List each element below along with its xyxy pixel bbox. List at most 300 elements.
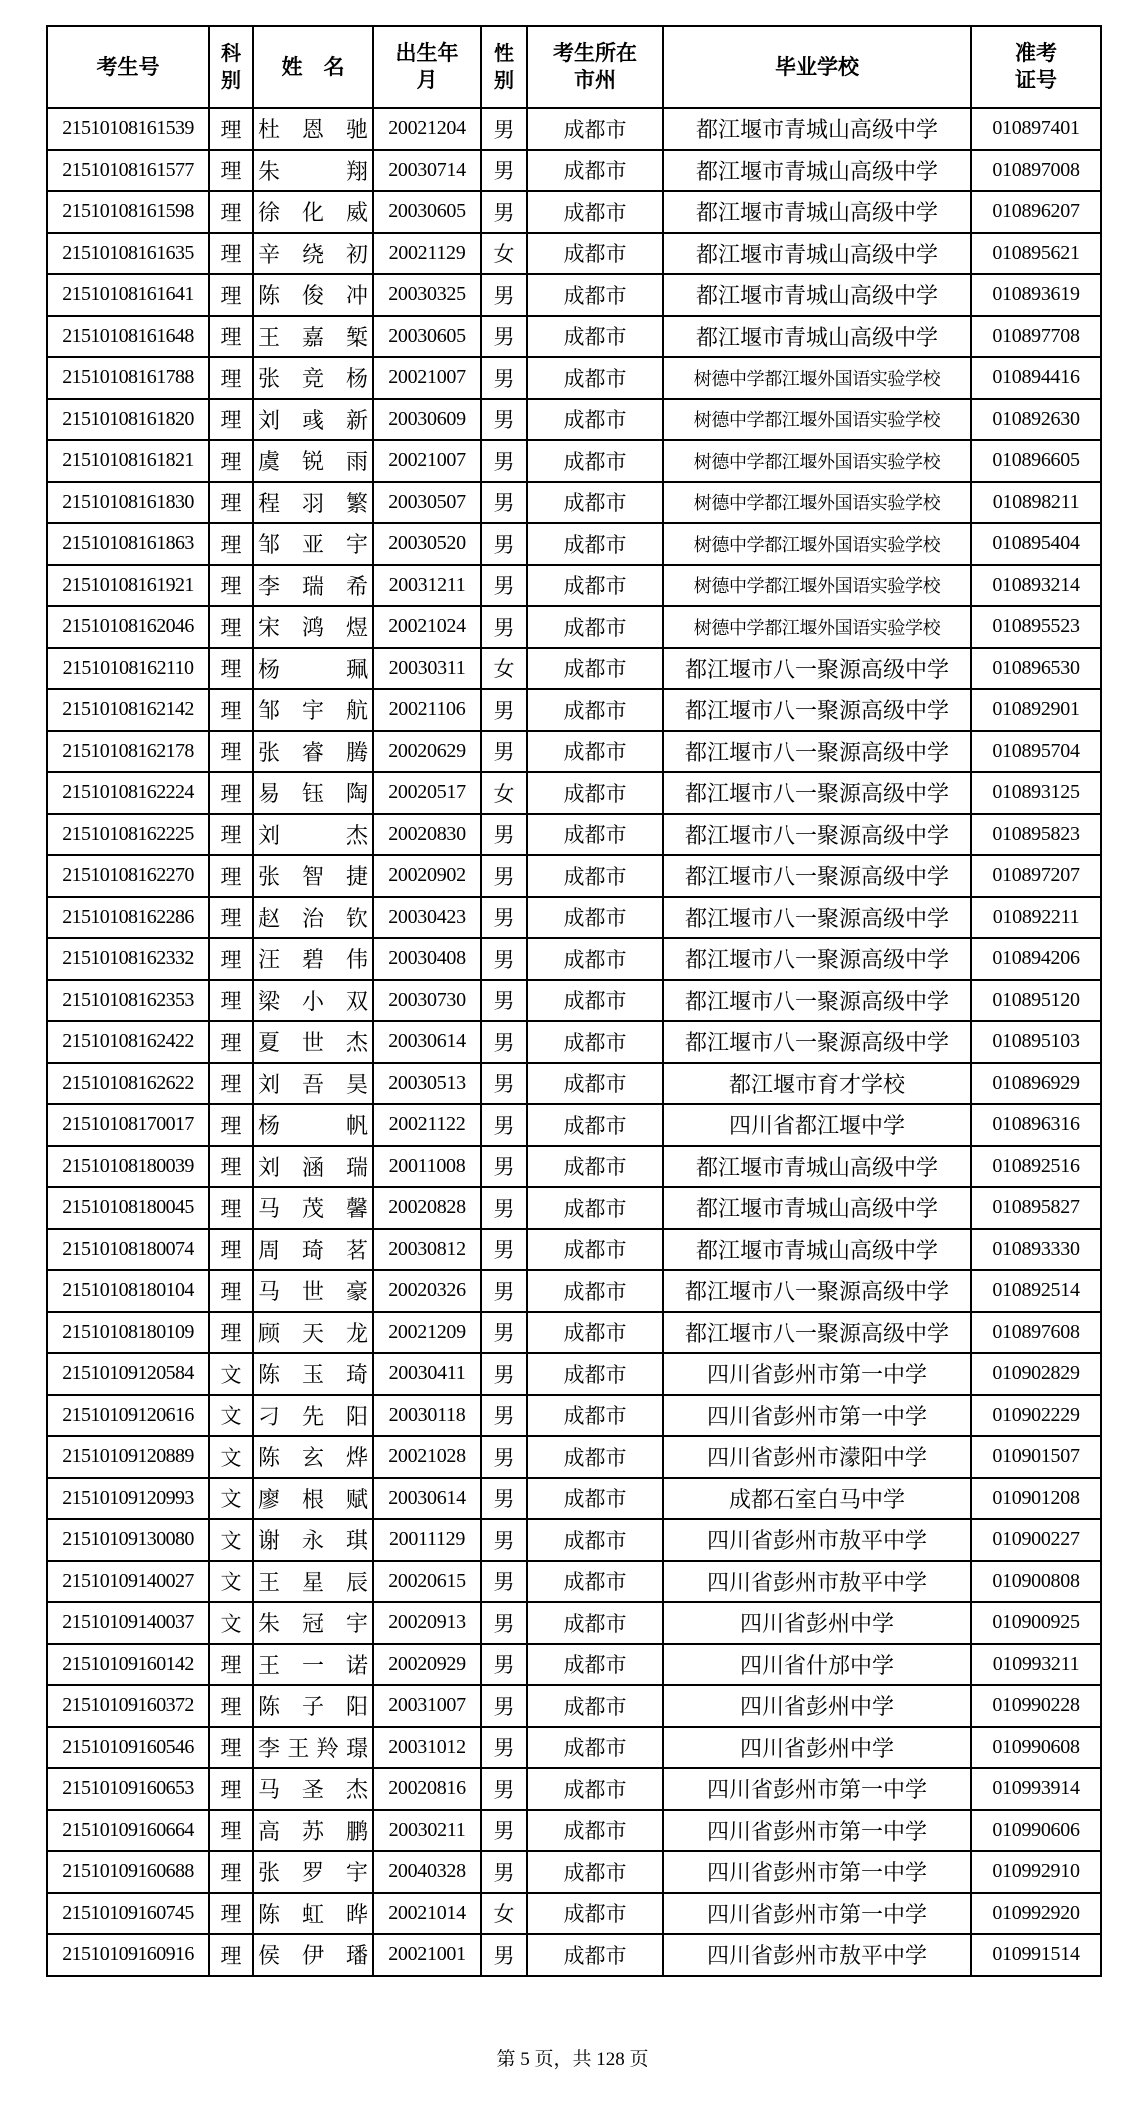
cell-ticket-number: 010895827 — [971, 1187, 1101, 1229]
cell-exam-id: 21510108161821 — [47, 440, 209, 482]
cell-subject: 理 — [209, 1312, 253, 1354]
header-school: 毕业学校 — [663, 26, 971, 108]
table-row — [47, 1229, 1101, 1271]
cell-name: 朱冠宇 — [253, 1602, 373, 1644]
cell-subject: 理 — [209, 1021, 253, 1063]
cell-name: 周琦茗 — [253, 1229, 373, 1271]
cell-ticket-number: 010895404 — [971, 523, 1101, 565]
cell-name: 杜恩驰 — [253, 108, 373, 150]
cell-subject: 文 — [209, 1395, 253, 1437]
cell-school: 都江堰市青城山高级中学 — [663, 150, 971, 192]
cell-subject: 理 — [209, 1685, 253, 1727]
cell-gender: 男 — [481, 1187, 527, 1229]
cell-exam-id: 21510108180104 — [47, 1270, 209, 1312]
cell-name: 张竞杨 — [253, 357, 373, 399]
cell-birth-date: 20030614 — [373, 1021, 481, 1063]
cell-gender: 男 — [481, 980, 527, 1022]
cell-subject: 理 — [209, 482, 253, 524]
cell-city: 成都市 — [527, 1519, 663, 1561]
cell-city: 成都市 — [527, 1602, 663, 1644]
cell-name: 陈俊冲 — [253, 274, 373, 316]
cell-exam-id: 21510108161598 — [47, 191, 209, 233]
cell-gender: 女 — [481, 233, 527, 275]
cell-city: 成都市 — [527, 150, 663, 192]
cell-ticket-number: 010895103 — [971, 1021, 1101, 1063]
cell-subject: 理 — [209, 316, 253, 358]
cell-ticket-number: 010895120 — [971, 980, 1101, 1022]
cell-name: 顾天龙 — [253, 1312, 373, 1354]
cell-gender: 男 — [481, 357, 527, 399]
cell-birth-date: 20020816 — [373, 1768, 481, 1810]
cell-exam-id: 21510109120584 — [47, 1353, 209, 1395]
cell-city: 成都市 — [527, 772, 663, 814]
cell-ticket-number: 010896929 — [971, 1063, 1101, 1105]
cell-school: 都江堰市八一聚源高级中学 — [663, 980, 971, 1022]
table-row — [47, 1021, 1101, 1063]
cell-school: 都江堰市八一聚源高级中学 — [663, 731, 971, 773]
header-ticket: 准考证号 — [971, 26, 1101, 108]
cell-exam-id: 21510109120889 — [47, 1436, 209, 1478]
cell-subject: 理 — [209, 523, 253, 565]
cell-school: 都江堰市八一聚源高级中学 — [663, 1021, 971, 1063]
cell-ticket-number: 010895704 — [971, 731, 1101, 773]
cell-school: 树德中学都江堰外国语实验学校 — [663, 565, 971, 607]
cell-ticket-number: 010902829 — [971, 1353, 1101, 1395]
cell-city: 成都市 — [527, 399, 663, 441]
cell-ticket-number: 010897207 — [971, 855, 1101, 897]
cell-ticket-number: 010896530 — [971, 648, 1101, 690]
cell-name: 王星辰 — [253, 1561, 373, 1603]
cell-gender: 男 — [481, 440, 527, 482]
cell-gender: 男 — [481, 565, 527, 607]
cell-name: 邹亚宇 — [253, 523, 373, 565]
cell-name: 刘彧新 — [253, 399, 373, 441]
cell-city: 成都市 — [527, 1353, 663, 1395]
cell-gender: 男 — [481, 1644, 527, 1686]
cell-birth-date: 20020326 — [373, 1270, 481, 1312]
cell-name: 陈子阳 — [253, 1685, 373, 1727]
cell-subject: 文 — [209, 1353, 253, 1395]
header-birth: 出生年月 — [373, 26, 481, 108]
cell-city: 成都市 — [527, 1810, 663, 1852]
cell-birth-date: 20031012 — [373, 1727, 481, 1769]
cell-exam-id: 21510109130080 — [47, 1519, 209, 1561]
cell-subject: 理 — [209, 731, 253, 773]
cell-city: 成都市 — [527, 274, 663, 316]
table-row — [47, 1685, 1101, 1727]
cell-birth-date: 20021122 — [373, 1104, 481, 1146]
cell-gender: 男 — [481, 938, 527, 980]
table-row — [47, 1519, 1101, 1561]
cell-name: 刘吾昊 — [253, 1063, 373, 1105]
cell-gender: 男 — [481, 606, 527, 648]
cell-subject: 理 — [209, 274, 253, 316]
cell-city: 成都市 — [527, 1229, 663, 1271]
cell-gender: 男 — [481, 1063, 527, 1105]
cell-birth-date: 20021129 — [373, 233, 481, 275]
table-row — [47, 108, 1101, 150]
cell-city: 成都市 — [527, 1395, 663, 1437]
cell-birth-date: 20011008 — [373, 1146, 481, 1188]
cell-birth-date: 20021007 — [373, 357, 481, 399]
cell-name: 马世豪 — [253, 1270, 373, 1312]
cell-city: 成都市 — [527, 565, 663, 607]
cell-gender: 男 — [481, 1727, 527, 1769]
cell-school: 都江堰市八一聚源高级中学 — [663, 855, 971, 897]
cell-gender: 男 — [481, 731, 527, 773]
cell-exam-id: 21510108162422 — [47, 1021, 209, 1063]
cell-school: 四川省彭州市第一中学 — [663, 1353, 971, 1395]
table-row — [47, 855, 1101, 897]
cell-birth-date: 20030411 — [373, 1353, 481, 1395]
cell-subject: 理 — [209, 233, 253, 275]
cell-name: 李瑞希 — [253, 565, 373, 607]
cell-gender: 男 — [481, 1229, 527, 1271]
cell-gender: 男 — [481, 1436, 527, 1478]
cell-gender: 男 — [481, 399, 527, 441]
cell-ticket-number: 010901208 — [971, 1478, 1101, 1520]
cell-ticket-number: 010898211 — [971, 482, 1101, 524]
cell-birth-date: 20030730 — [373, 980, 481, 1022]
cell-city: 成都市 — [527, 191, 663, 233]
cell-ticket-number: 010992920 — [971, 1893, 1101, 1935]
cell-gender: 男 — [481, 1353, 527, 1395]
cell-school: 树德中学都江堰外国语实验学校 — [663, 482, 971, 524]
cell-gender: 男 — [481, 1934, 527, 1976]
cell-ticket-number: 010900925 — [971, 1602, 1101, 1644]
cell-name: 谢永琪 — [253, 1519, 373, 1561]
cell-birth-date: 20020929 — [373, 1644, 481, 1686]
cell-birth-date: 20021209 — [373, 1312, 481, 1354]
cell-exam-id: 21510108162178 — [47, 731, 209, 773]
cell-gender: 男 — [481, 191, 527, 233]
cell-name: 王一诺 — [253, 1644, 373, 1686]
cell-city: 成都市 — [527, 1104, 663, 1146]
cell-gender: 男 — [481, 1768, 527, 1810]
cell-subject: 理 — [209, 108, 253, 150]
cell-birth-date: 20030507 — [373, 482, 481, 524]
cell-city: 成都市 — [527, 855, 663, 897]
table-row — [47, 731, 1101, 773]
cell-ticket-number: 010893330 — [971, 1229, 1101, 1271]
cell-birth-date: 20020913 — [373, 1602, 481, 1644]
cell-gender: 男 — [481, 108, 527, 150]
cell-gender: 男 — [481, 1519, 527, 1561]
cell-birth-date: 20030714 — [373, 150, 481, 192]
cell-exam-id: 21510109120993 — [47, 1478, 209, 1520]
cell-ticket-number: 010897608 — [971, 1312, 1101, 1354]
cell-exam-id: 21510109160688 — [47, 1851, 209, 1893]
table-row — [47, 1934, 1101, 1976]
cell-ticket-number: 010893125 — [971, 772, 1101, 814]
cell-ticket-number: 010892901 — [971, 689, 1101, 731]
cell-ticket-number: 010900227 — [971, 1519, 1101, 1561]
cell-subject: 理 — [209, 1644, 253, 1686]
table-row — [47, 1270, 1101, 1312]
table-row — [47, 1644, 1101, 1686]
cell-school: 都江堰市育才学校 — [663, 1063, 971, 1105]
cell-subject: 理 — [209, 689, 253, 731]
cell-exam-id: 21510109160142 — [47, 1644, 209, 1686]
cell-school: 都江堰市青城山高级中学 — [663, 1229, 971, 1271]
table-row — [47, 482, 1101, 524]
cell-city: 成都市 — [527, 316, 663, 358]
admission-list-table — [46, 25, 1102, 1977]
table-row — [47, 1727, 1101, 1769]
cell-subject: 理 — [209, 897, 253, 939]
cell-school: 都江堰市八一聚源高级中学 — [663, 689, 971, 731]
cell-gender: 男 — [481, 1602, 527, 1644]
cell-gender: 男 — [481, 1104, 527, 1146]
cell-city: 成都市 — [527, 980, 663, 1022]
cell-exam-id: 21510108161921 — [47, 565, 209, 607]
cell-gender: 男 — [481, 1021, 527, 1063]
cell-subject: 理 — [209, 648, 253, 690]
cell-exam-id: 21510108162110 — [47, 648, 209, 690]
cell-subject: 文 — [209, 1436, 253, 1478]
cell-city: 成都市 — [527, 1934, 663, 1976]
cell-name: 马茂馨 — [253, 1187, 373, 1229]
cell-gender: 男 — [481, 1851, 527, 1893]
cell-subject: 理 — [209, 1270, 253, 1312]
cell-ticket-number: 010894416 — [971, 357, 1101, 399]
cell-school: 四川省彭州中学 — [663, 1602, 971, 1644]
cell-name: 夏世杰 — [253, 1021, 373, 1063]
cell-exam-id: 21510109160916 — [47, 1934, 209, 1976]
cell-ticket-number: 010893619 — [971, 274, 1101, 316]
cell-ticket-number: 010896316 — [971, 1104, 1101, 1146]
cell-city: 成都市 — [527, 1644, 663, 1686]
table-row — [47, 897, 1101, 939]
cell-subject: 文 — [209, 1519, 253, 1561]
cell-birth-date: 20021001 — [373, 1934, 481, 1976]
cell-exam-id: 21510109140037 — [47, 1602, 209, 1644]
table-row — [47, 316, 1101, 358]
table-row — [47, 191, 1101, 233]
cell-birth-date: 20021028 — [373, 1436, 481, 1478]
cell-exam-id: 21510108180045 — [47, 1187, 209, 1229]
cell-gender: 男 — [481, 150, 527, 192]
cell-city: 成都市 — [527, 938, 663, 980]
cell-exam-id: 21510108180109 — [47, 1312, 209, 1354]
cell-exam-id: 21510109140027 — [47, 1561, 209, 1603]
cell-birth-date: 20030513 — [373, 1063, 481, 1105]
table-row — [47, 689, 1101, 731]
cell-ticket-number: 010990608 — [971, 1727, 1101, 1769]
cell-birth-date: 20021014 — [373, 1893, 481, 1935]
cell-school: 都江堰市八一聚源高级中学 — [663, 772, 971, 814]
cell-exam-id: 21510108162225 — [47, 814, 209, 856]
cell-school: 四川省彭州市濛阳中学 — [663, 1436, 971, 1478]
cell-exam-id: 21510108180039 — [47, 1146, 209, 1188]
cell-ticket-number: 010993914 — [971, 1768, 1101, 1810]
table-row — [47, 814, 1101, 856]
table-row — [47, 1312, 1101, 1354]
cell-birth-date: 20030118 — [373, 1395, 481, 1437]
cell-name: 朱翔 — [253, 150, 373, 192]
cell-name: 陈虹晔 — [253, 1893, 373, 1935]
cell-gender: 男 — [481, 1146, 527, 1188]
cell-school: 都江堰市八一聚源高级中学 — [663, 897, 971, 939]
cell-gender: 男 — [481, 1561, 527, 1603]
cell-school: 都江堰市青城山高级中学 — [663, 274, 971, 316]
cell-city: 成都市 — [527, 233, 663, 275]
cell-ticket-number: 010897401 — [971, 108, 1101, 150]
table-row — [47, 399, 1101, 441]
cell-ticket-number: 010991514 — [971, 1934, 1101, 1976]
table-row — [47, 980, 1101, 1022]
cell-ticket-number: 010901507 — [971, 1436, 1101, 1478]
cell-birth-date: 20030423 — [373, 897, 481, 939]
cell-city: 成都市 — [527, 1685, 663, 1727]
cell-ticket-number: 010992910 — [971, 1851, 1101, 1893]
cell-name: 杨帆 — [253, 1104, 373, 1146]
cell-exam-id: 21510108161863 — [47, 523, 209, 565]
header-subject: 科别 — [209, 26, 253, 108]
cell-birth-date: 20031007 — [373, 1685, 481, 1727]
cell-city: 成都市 — [527, 1270, 663, 1312]
cell-school: 都江堰市八一聚源高级中学 — [663, 814, 971, 856]
cell-subject: 理 — [209, 1893, 253, 1935]
cell-subject: 理 — [209, 1810, 253, 1852]
cell-city: 成都市 — [527, 1312, 663, 1354]
cell-exam-id: 21510109160745 — [47, 1893, 209, 1935]
cell-subject: 理 — [209, 1229, 253, 1271]
cell-birth-date: 20030614 — [373, 1478, 481, 1520]
table-row — [47, 1478, 1101, 1520]
cell-ticket-number: 010892516 — [971, 1146, 1101, 1188]
cell-name: 梁小双 — [253, 980, 373, 1022]
cell-birth-date: 20020615 — [373, 1561, 481, 1603]
cell-gender: 女 — [481, 1893, 527, 1935]
cell-subject: 理 — [209, 1727, 253, 1769]
cell-name: 陈玉琦 — [253, 1353, 373, 1395]
cell-school: 四川省彭州市第一中学 — [663, 1893, 971, 1935]
cell-school: 都江堰市青城山高级中学 — [663, 1146, 971, 1188]
table-row — [47, 1561, 1101, 1603]
table-row — [47, 150, 1101, 192]
cell-school: 都江堰市八一聚源高级中学 — [663, 1270, 971, 1312]
cell-birth-date: 20021106 — [373, 689, 481, 731]
cell-subject: 理 — [209, 606, 253, 648]
cell-name: 高苏鹏 — [253, 1810, 373, 1852]
cell-exam-id: 21510108162286 — [47, 897, 209, 939]
cell-gender: 男 — [481, 1478, 527, 1520]
cell-ticket-number: 010892630 — [971, 399, 1101, 441]
cell-birth-date: 20030408 — [373, 938, 481, 980]
table-row — [47, 1602, 1101, 1644]
cell-school: 四川省彭州市第一中学 — [663, 1851, 971, 1893]
cell-birth-date: 20020902 — [373, 855, 481, 897]
cell-exam-id: 21510108162142 — [47, 689, 209, 731]
cell-birth-date: 20021024 — [373, 606, 481, 648]
cell-subject: 理 — [209, 565, 253, 607]
cell-subject: 文 — [209, 1561, 253, 1603]
table-header-row — [47, 26, 1101, 108]
cell-school: 四川省都江堰中学 — [663, 1104, 971, 1146]
table-row — [47, 606, 1101, 648]
cell-exam-id: 21510109120616 — [47, 1395, 209, 1437]
cell-name: 刘杰 — [253, 814, 373, 856]
cell-city: 成都市 — [527, 1436, 663, 1478]
cell-city: 成都市 — [527, 1561, 663, 1603]
table-row — [47, 565, 1101, 607]
cell-name: 赵治钦 — [253, 897, 373, 939]
cell-subject: 理 — [209, 938, 253, 980]
cell-subject: 文 — [209, 1478, 253, 1520]
cell-name: 刁先阳 — [253, 1395, 373, 1437]
cell-subject: 理 — [209, 1934, 253, 1976]
cell-exam-id: 21510108161577 — [47, 150, 209, 192]
cell-subject: 理 — [209, 772, 253, 814]
cell-exam-id: 21510108162622 — [47, 1063, 209, 1105]
cell-city: 成都市 — [527, 440, 663, 482]
cell-school: 都江堰市八一聚源高级中学 — [663, 1312, 971, 1354]
cell-exam-id: 21510108161648 — [47, 316, 209, 358]
cell-subject: 理 — [209, 855, 253, 897]
cell-exam-id: 21510109160664 — [47, 1810, 209, 1852]
cell-exam-id: 21510108180074 — [47, 1229, 209, 1271]
cell-name: 马圣杰 — [253, 1768, 373, 1810]
cell-city: 成都市 — [527, 1893, 663, 1935]
cell-gender: 男 — [481, 274, 527, 316]
cell-birth-date: 20020830 — [373, 814, 481, 856]
table-row — [47, 1810, 1101, 1852]
cell-gender: 男 — [481, 1312, 527, 1354]
cell-ticket-number: 010892211 — [971, 897, 1101, 939]
table-row — [47, 233, 1101, 275]
cell-ticket-number: 010896605 — [971, 440, 1101, 482]
cell-city: 成都市 — [527, 606, 663, 648]
cell-ticket-number: 010895823 — [971, 814, 1101, 856]
cell-school: 都江堰市八一聚源高级中学 — [663, 938, 971, 980]
cell-gender: 男 — [481, 1810, 527, 1852]
cell-name: 张睿腾 — [253, 731, 373, 773]
cell-birth-date: 20040328 — [373, 1851, 481, 1893]
cell-subject: 文 — [209, 1602, 253, 1644]
cell-ticket-number: 010902229 — [971, 1395, 1101, 1437]
header-gender: 性别 — [481, 26, 527, 108]
cell-city: 成都市 — [527, 108, 663, 150]
cell-name: 徐化威 — [253, 191, 373, 233]
cell-city: 成都市 — [527, 1478, 663, 1520]
cell-ticket-number: 010900808 — [971, 1561, 1101, 1603]
cell-birth-date: 20020828 — [373, 1187, 481, 1229]
cell-school: 树德中学都江堰外国语实验学校 — [663, 523, 971, 565]
header-exam-id: 考生号 — [47, 26, 209, 108]
cell-school: 四川省彭州市敖平中学 — [663, 1934, 971, 1976]
cell-exam-id: 21510108161539 — [47, 108, 209, 150]
cell-exam-id: 21510108161830 — [47, 482, 209, 524]
table-row — [47, 1768, 1101, 1810]
cell-name: 辛绕初 — [253, 233, 373, 275]
cell-school: 四川省彭州中学 — [663, 1727, 971, 1769]
cell-city: 成都市 — [527, 689, 663, 731]
cell-ticket-number: 010896207 — [971, 191, 1101, 233]
cell-gender: 男 — [481, 1685, 527, 1727]
cell-school: 四川省彭州市第一中学 — [663, 1768, 971, 1810]
table-body — [47, 108, 1101, 1976]
cell-name: 程羽繁 — [253, 482, 373, 524]
cell-birth-date: 20021204 — [373, 108, 481, 150]
cell-birth-date: 20020517 — [373, 772, 481, 814]
cell-school: 四川省彭州市第一中学 — [663, 1810, 971, 1852]
table-row — [47, 648, 1101, 690]
cell-gender: 男 — [481, 897, 527, 939]
cell-city: 成都市 — [527, 814, 663, 856]
cell-school: 四川省彭州市敖平中学 — [663, 1519, 971, 1561]
cell-city: 成都市 — [527, 731, 663, 773]
